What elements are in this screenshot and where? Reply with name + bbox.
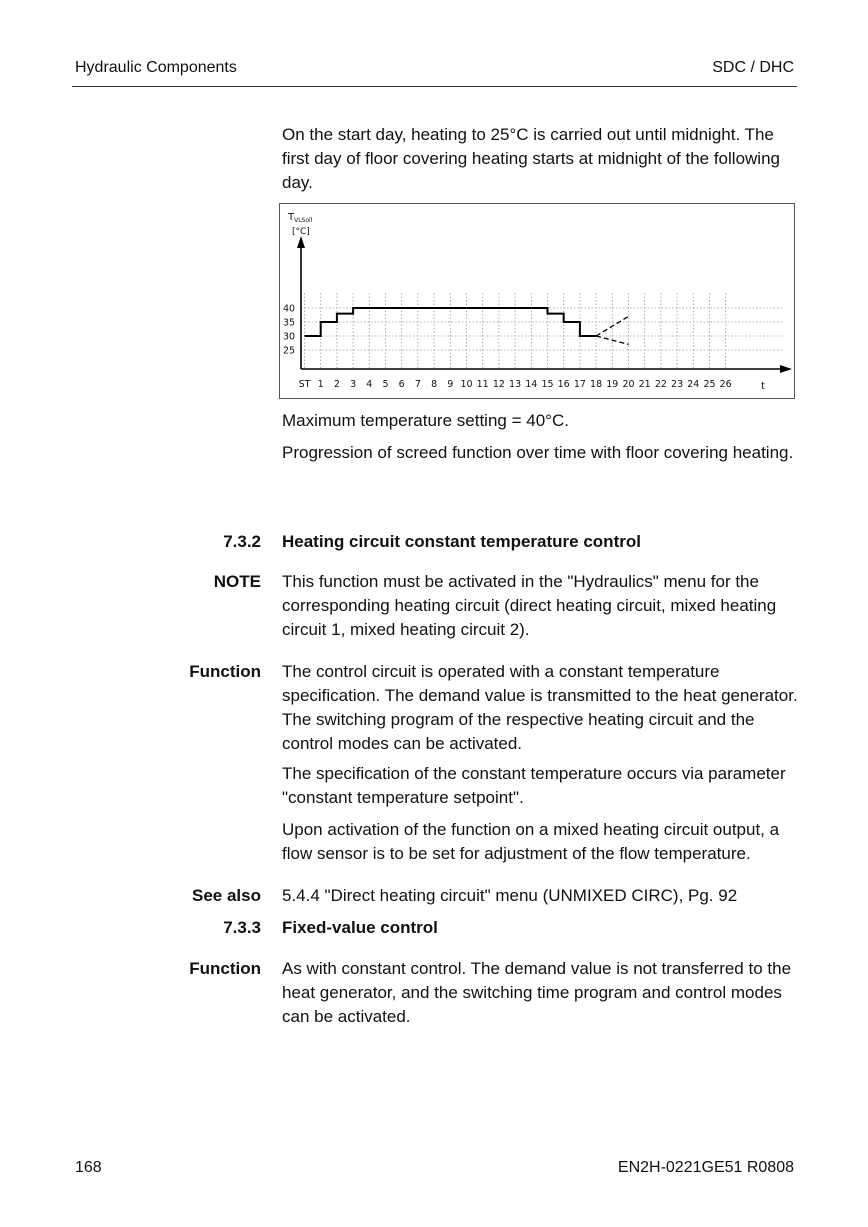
header-rule: [72, 86, 797, 87]
intro-paragraph: On the start day, heating to 25°C is carried out until midnight. The first day of floor covering heating starts at midnight of the following day.: [282, 125, 780, 192]
function2-paragraph: As with constant control. The demand value is not transferred to the heat generator, and the switching time program and control modes can be activated.: [282, 959, 792, 1026]
x-tick-label: 13: [509, 379, 522, 390]
function-label-2: Function: [189, 959, 261, 978]
x-tick-label: 20: [622, 379, 635, 390]
caption-progression: Progression of screed function over time with floor covering heating.: [282, 443, 794, 462]
x-tick-label: 26: [719, 379, 732, 390]
note-label: NOTE: [213, 572, 261, 591]
y-tick-label: 35: [283, 317, 296, 329]
x-tick-label: ST: [298, 379, 311, 390]
section-title-732: Heating circuit constant temperature control: [282, 532, 641, 551]
function-paragraph-1: The control circuit is operated with a constant temperature specification. The demand value is transmitted to the heat generator. The switching program of the respective heating circuit and the control modes can be activated.: [282, 662, 798, 753]
function-paragraph-2: The specification of the constant temperature occurs via parameter "constant temperature setpoint".: [282, 764, 786, 807]
x-tick-label: 12: [492, 379, 505, 390]
y-tick-label: 40: [283, 303, 296, 315]
x-tick-label: 14: [525, 379, 538, 390]
x-tick-label: 8: [431, 379, 438, 390]
x-tick-label: 22: [654, 379, 667, 390]
screed-chart: [279, 203, 795, 399]
see-also-label: See also: [192, 886, 261, 905]
y-axis-label-subscript: VLSoll: [294, 217, 313, 224]
x-tick-label: 17: [573, 379, 586, 390]
x-tick-label: 23: [671, 379, 684, 390]
x-tick-label: 5: [382, 379, 389, 390]
y-axis-unit: [°C]: [292, 227, 310, 237]
section-number-732: 7.3.2: [223, 532, 261, 551]
x-tick-label: 2: [333, 379, 340, 390]
x-tick-label: 1: [317, 379, 324, 390]
x-tick-label: 16: [557, 379, 570, 390]
x-tick-label: 21: [638, 379, 651, 390]
y-tick-label: 30: [283, 331, 296, 343]
section-title-733: Fixed-value control: [282, 918, 438, 937]
section-number-733: 7.3.3: [223, 918, 261, 937]
note-text: This function must be activated in the "Hydraulics" menu for the corresponding heating circuit (direct heating circuit, mixed heating circuit 1, mixed heating circuit 2).: [282, 572, 777, 639]
x-tick-label: 10: [460, 379, 473, 390]
y-axis-arrow: [297, 236, 305, 248]
x-tick-label: 4: [366, 379, 373, 390]
function-paragraph-3: Upon activation of the function on a mixed heating circuit output, a flow sensor is to be set for adjustment of the flow temperature.: [282, 820, 780, 863]
header-section-title: Hydraulic Components: [75, 59, 237, 76]
x-tick-label: 6: [398, 379, 405, 390]
x-tick-label: 7: [414, 379, 421, 390]
x-tick-label: 18: [590, 379, 603, 390]
function-label: Function: [189, 662, 261, 681]
x-tick-label: 19: [606, 379, 619, 390]
document-code: EN2H-0221GE51 R0808: [617, 1159, 794, 1176]
x-tick-label: 3: [350, 379, 357, 390]
x-tick-label: 25: [703, 379, 716, 390]
y-axis-label: $T_{VLSoll}$: [288, 212, 313, 224]
x-tick-label: 9: [447, 379, 454, 390]
x-axis-label: t: [761, 381, 765, 392]
series-dashed-line-1: [596, 316, 628, 336]
y-tick-label: 25: [283, 345, 296, 357]
x-tick-label: 15: [541, 379, 554, 390]
x-axis-arrow: [780, 365, 792, 373]
x-tick-label: 24: [687, 379, 700, 390]
chart-svg: [280, 204, 796, 400]
header-product: SDC / DHC: [712, 59, 794, 76]
caption-max-temp: Maximum temperature setting = 40°C.: [282, 411, 569, 430]
x-tick-label: 11: [476, 379, 489, 390]
page-number: 168: [75, 1159, 102, 1176]
see-also-link[interactable]: 5.4.4 "Direct heating circuit" menu (UNMIXED CIRC), Pg. 92: [282, 886, 738, 905]
